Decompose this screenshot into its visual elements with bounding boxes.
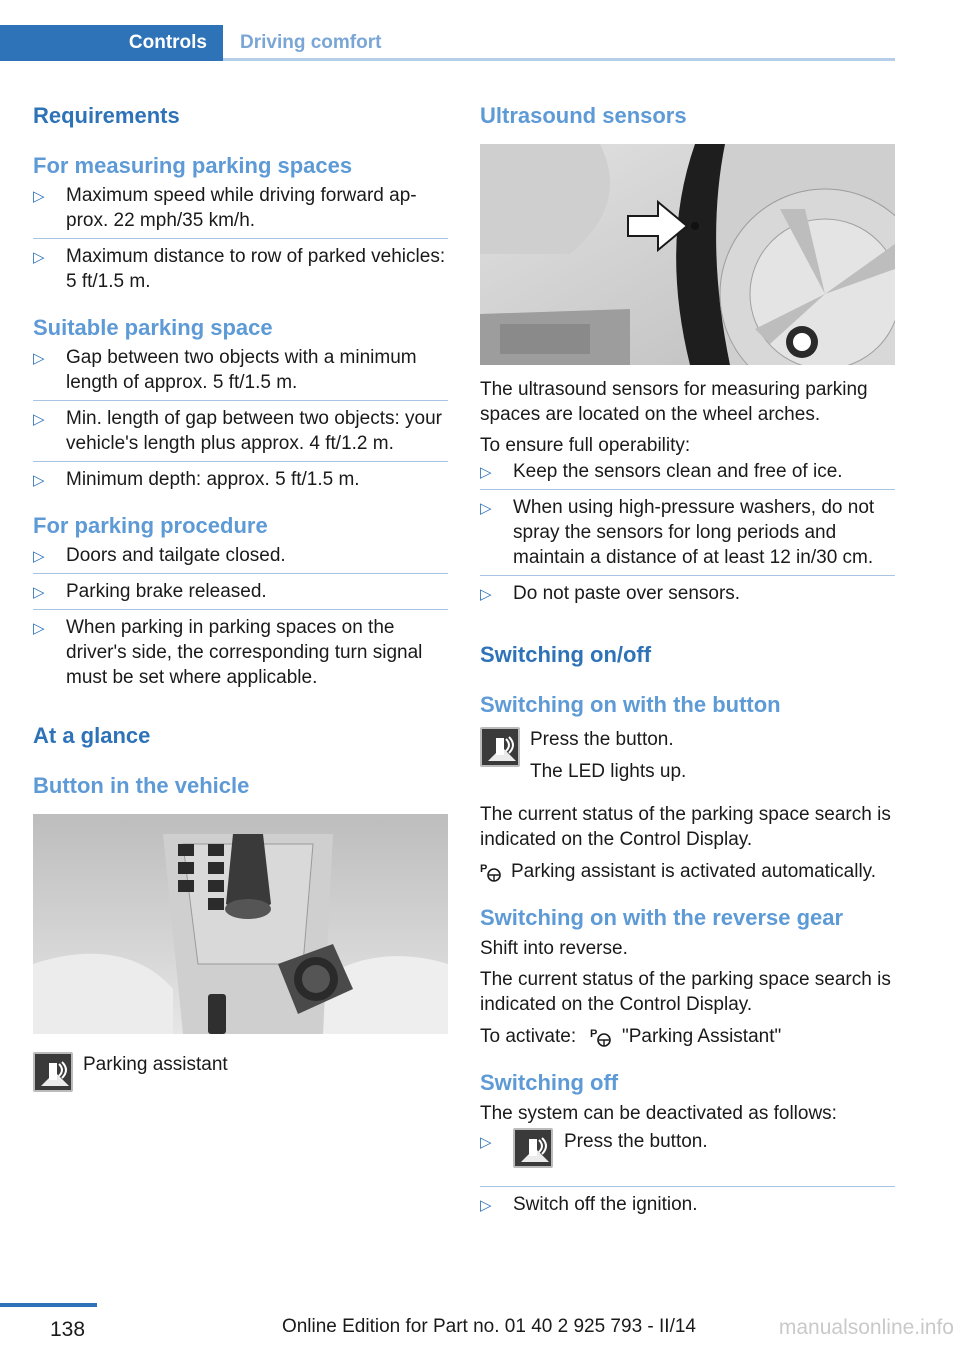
right-column — [480, 100, 895, 1217]
center-console-photo — [33, 814, 448, 1034]
edition-text: Online Edition for Part no. 01 40 2 925 793 - II/14 — [281, 1316, 696, 1337]
separator — [33, 461, 448, 462]
ensure-list — [480, 459, 895, 606]
bullet-triangle-icon: ▷ — [480, 500, 492, 517]
parking-assistant-symbol-icon — [590, 1026, 612, 1053]
paragraph-shift: Shift into reverse. — [480, 938, 628, 959]
auto-activated-line — [480, 859, 895, 884]
off-list — [480, 1129, 895, 1217]
heading-suitable: Suitable parking space — [33, 315, 273, 340]
caption-text: Parking assistant — [83, 1054, 228, 1075]
list-item: ▷ Minimum depth: approx. 5 ft/1.5 m. — [33, 467, 448, 492]
left-column — [33, 100, 448, 1096]
bullet-triangle-icon: ▷ — [33, 584, 45, 601]
bullet-triangle-icon: ▷ — [33, 620, 45, 637]
separator — [33, 609, 448, 610]
heading-at-a-glance: At a glance — [33, 723, 151, 748]
list-item: ▷ Parking brake released. — [33, 579, 448, 604]
heading-off: Switching off — [480, 1070, 619, 1095]
heading-procedure: For parking procedure — [33, 513, 268, 538]
parking-assistant-button-icon — [513, 1128, 553, 1168]
watermark: manualsonline.info — [778, 1316, 954, 1339]
separator — [33, 238, 448, 239]
list-item: ▷ When using high-pressure washers, do not spray the sensors for long periods and maintain a distance of at least 12 in/30 cm. — [480, 497, 875, 568]
bullet-triangle-icon: ▷ — [480, 1134, 492, 1151]
suitable-list — [33, 345, 448, 492]
bullet-triangle-icon: ▷ — [33, 472, 45, 489]
heading-reverse: Switching on with the reverse gear — [480, 905, 844, 930]
list-item: ▷ Keep the sensors clean and free of ice. — [480, 459, 895, 484]
header-rule — [223, 58, 895, 61]
list-item — [480, 1129, 895, 1181]
separator — [480, 489, 895, 490]
procedure-list — [33, 543, 448, 690]
press-button-text: Press the button. — [530, 729, 674, 750]
footer-rule — [0, 1303, 97, 1307]
list-item: ▷ Doors and tailgate closed. — [33, 543, 448, 568]
center-console-illustration — [33, 814, 448, 1034]
parking-assistant-symbol-icon — [480, 861, 502, 888]
paragraph-located: The ultrasound sensors for measuring parking spaces are located on the wheel arches. — [480, 379, 868, 425]
separator — [33, 400, 448, 401]
bullet-triangle-icon: ▷ — [33, 350, 45, 367]
heading-measuring: For measuring parking spaces — [33, 153, 353, 178]
bullet-triangle-icon: ▷ — [33, 411, 45, 428]
separator — [480, 575, 895, 576]
led-text: The LED lights up. — [530, 761, 687, 782]
tab-driving-comfort[interactable]: Driving comfort — [240, 32, 382, 53]
svg-text:P: P — [480, 863, 488, 875]
paragraph-status-2: The current status of the parking space search is indicated on the Control Display. — [480, 969, 891, 1015]
list-item: ▷ Maximum speed while driving forward approx. 22 mph/35 km/h. — [33, 185, 417, 231]
press-button-step — [480, 727, 895, 783]
svg-text:P: P — [590, 1028, 598, 1040]
bullet-triangle-icon: ▷ — [33, 188, 45, 205]
heading-requirements: Requirements — [33, 103, 180, 128]
wheel-arch-illustration — [480, 144, 895, 365]
paragraph-deactivate: The system can be deactivated as follows: — [480, 1103, 837, 1124]
to-activate-line — [480, 1024, 895, 1049]
header-tabs — [0, 25, 895, 61]
wheel-arch-photo — [480, 144, 895, 365]
page-number: 138 — [50, 1318, 86, 1341]
list-item: ▷ When parking in parking spaces on the driver's side, the corresponding turn signal must be set where applicable. — [33, 617, 423, 688]
paragraph-status-1: The current status of the parking space search is indicated on the Control Display. — [480, 804, 891, 850]
heading-with-button: Switching on with the button — [480, 692, 781, 717]
off-item-1-text: Press the button. — [564, 1131, 708, 1152]
separator — [480, 1186, 895, 1187]
list-item: ▷ Maximum distance to row of parked vehicles: 5 ft/1.5 m. — [33, 246, 446, 292]
heading-switching: Switching on/off — [480, 642, 652, 667]
list-item: ▷ Min. length of gap between two objects: your vehicle's length plus approx. 4 ft/1.2 m. — [33, 408, 443, 454]
bullet-triangle-icon: ▷ — [33, 249, 45, 266]
list-item: ▷ Gap between two objects with a minimum length of approx. 5 ft/1.5 m. — [33, 347, 417, 393]
bullet-triangle-icon: ▷ — [33, 548, 45, 565]
auto-activated-text: Parking assistant is activated automatically. — [511, 861, 877, 882]
parking-assistant-quoted: "Parking Assistant" — [622, 1026, 782, 1047]
heading-ultrasound: Ultrasound sensors — [480, 103, 687, 128]
heading-button-in-vehicle: Button in the vehicle — [33, 773, 250, 798]
separator — [33, 573, 448, 574]
bullet-triangle-icon: ▷ — [480, 464, 492, 481]
parking-assistant-button-icon — [33, 1052, 73, 1092]
bullet-triangle-icon: ▷ — [480, 586, 492, 603]
parking-assistant-caption — [33, 1052, 448, 1096]
bullet-triangle-icon: ▷ — [480, 1197, 492, 1214]
parking-assistant-button-icon — [480, 727, 520, 767]
list-item: ▷ Do not paste over sensors. — [480, 581, 895, 606]
list-item: ▷ Switch off the ignition. — [480, 1192, 895, 1217]
paragraph-ensure: To ensure full operability: — [480, 435, 691, 456]
to-activate-label: To activate: — [480, 1026, 577, 1047]
tab-controls[interactable]: Controls — [0, 25, 223, 61]
measuring-list — [33, 183, 448, 294]
